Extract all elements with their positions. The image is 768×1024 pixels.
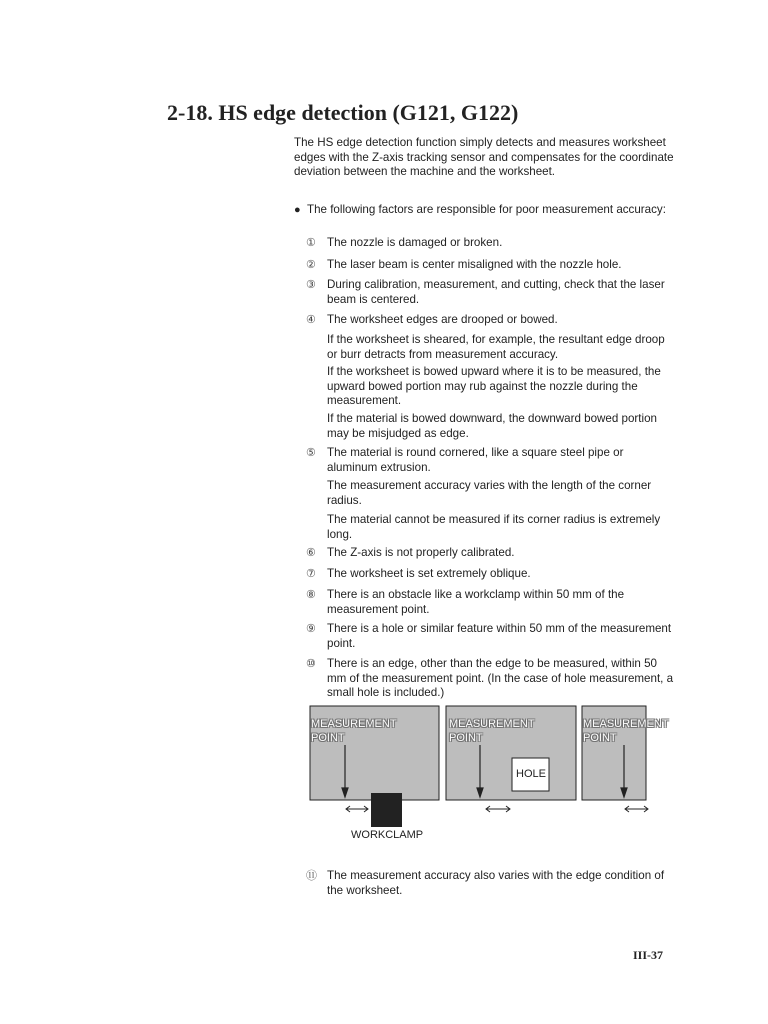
factor-text: The material is round cornered, like a square steel pipe or aluminum extrusion. bbox=[327, 446, 624, 474]
note-text: The material cannot be measured if its corner radius is extremely long. bbox=[327, 513, 661, 541]
factor-number: ⑧ bbox=[306, 589, 316, 601]
intro-paragraph: The HS edge detection function simply detects and measures worksheet edges with the Z-axis tracking sensor and compensates for the coordinate deviation between the machine and the worksheet. bbox=[294, 136, 674, 178]
distance-arrow-icon bbox=[486, 806, 510, 812]
factor-number: ⑨ bbox=[306, 623, 316, 635]
distance-arrow-icon bbox=[625, 806, 648, 812]
factor-number: ⑤ bbox=[306, 447, 316, 459]
note-text: If the worksheet is bowed upward where it is to be measured, the upward bowed portion may rub against the nozzle during the measurement. bbox=[327, 365, 661, 407]
factor-number: ⑩ bbox=[306, 658, 316, 670]
page-number: III-37 bbox=[633, 948, 664, 962]
measurement-point-label bbox=[449, 717, 535, 745]
distance-arrow-icon bbox=[346, 806, 368, 812]
measurement-point-label bbox=[311, 717, 397, 745]
workclamp-label: WORKCLAMP bbox=[351, 829, 424, 841]
bullet-icon: ● bbox=[294, 204, 301, 216]
factor-text: The worksheet is set extremely oblique. bbox=[327, 567, 531, 580]
factor-text: There is a hole or similar feature within 50 mm of the measurement point. bbox=[327, 622, 672, 650]
note-text: If the worksheet is sheared, for example, the resultant edge droop or burr detracts from measurement accuracy. bbox=[327, 333, 665, 361]
factor-text: The Z-axis is not properly calibrated. bbox=[327, 546, 515, 559]
label-text: MEASUREMENT POINT bbox=[583, 718, 669, 744]
measurement-point-label bbox=[583, 717, 669, 745]
label-text: MEASUREMENT POINT bbox=[311, 718, 397, 744]
factor-text: The worksheet edges are drooped or bowed. bbox=[327, 313, 558, 326]
label-text: MEASUREMENT POINT bbox=[449, 718, 535, 744]
hole-label: HOLE bbox=[516, 768, 546, 780]
factor-number: ⑥ bbox=[306, 547, 316, 559]
factor-number: ⑪ bbox=[306, 870, 317, 882]
workclamp-block bbox=[371, 793, 402, 827]
factor-number: ⑦ bbox=[306, 568, 316, 580]
factor-number: ② bbox=[306, 259, 316, 271]
factor-item bbox=[306, 869, 674, 898]
factor-text: The nozzle is damaged or broken. bbox=[327, 236, 503, 249]
factor-number: ④ bbox=[306, 314, 316, 326]
note-text: If the material is bowed downward, the downward bowed portion may be misjudged as edge. bbox=[327, 412, 657, 440]
factor-number: ① bbox=[306, 237, 316, 249]
lead-text: The following factors are responsible for poor measurement accuracy: bbox=[307, 203, 666, 216]
factor-text: The measurement accuracy also varies with the edge condition of the worksheet. bbox=[327, 869, 665, 897]
factor-text: During calibration, measurement, and cutting, check that the laser beam is centered. bbox=[327, 278, 665, 306]
factor-text: The laser beam is center misaligned with the nozzle hole. bbox=[327, 258, 622, 271]
factor-text: There is an edge, other than the edge to be measured, within 50 mm of the measurement point. (In the case of hole measurement, a small hole is included.) bbox=[327, 657, 674, 699]
section-title: 2-18. HS edge detection (G121, G122) bbox=[167, 100, 519, 125]
factor-text: There is an obstacle like a workclamp within 50 mm of the measurement point. bbox=[327, 588, 625, 616]
factor-number: ③ bbox=[306, 279, 316, 291]
note-text: The measurement accuracy varies with the length of the corner radius. bbox=[327, 479, 652, 507]
